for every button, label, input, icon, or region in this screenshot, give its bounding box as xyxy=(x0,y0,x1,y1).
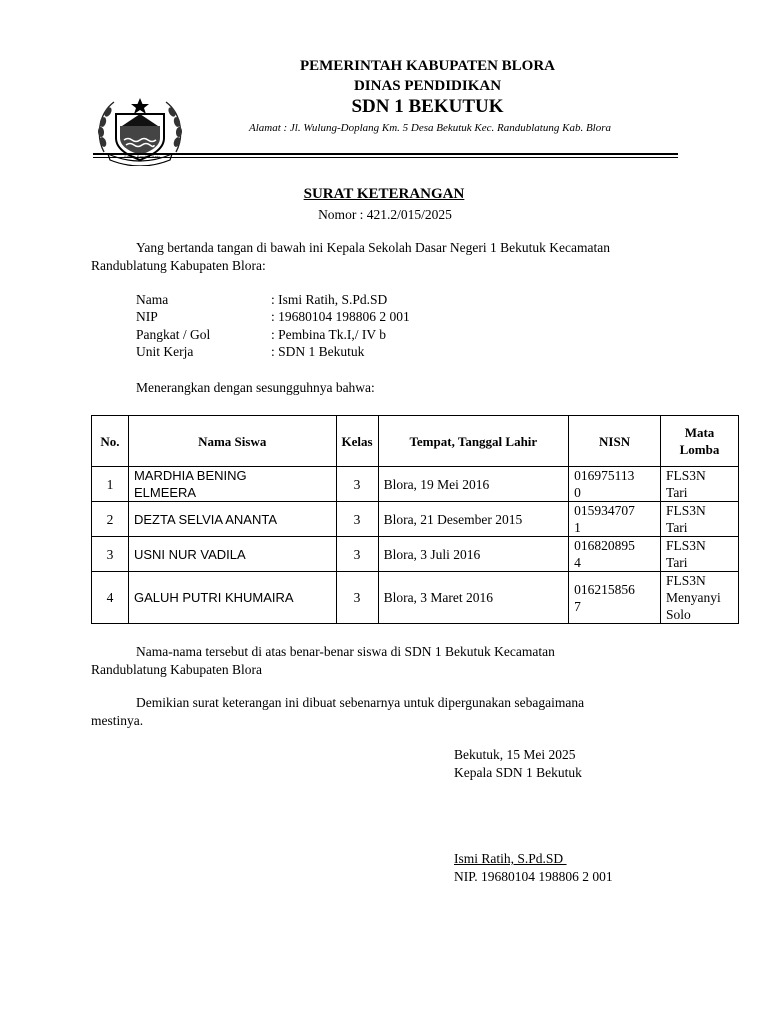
statement-line: Menerangkan dengan sesungguhnya bahwa: xyxy=(136,380,375,395)
cell-event: FLS3N Tari xyxy=(661,537,739,572)
cell-nisn: 016975113 0 xyxy=(569,467,661,502)
cell-name: MARDHIA BENING ELMEERA xyxy=(128,467,336,502)
cell-event: FLS3N Tari xyxy=(661,502,739,537)
column-header-no: No. xyxy=(92,416,129,467)
cell-no: 1 xyxy=(92,467,129,502)
table-header-row xyxy=(92,416,739,467)
cell-name: DEZTA SELVIA ANANTA xyxy=(128,502,336,537)
column-header-birth: Tempat, Tanggal Lahir xyxy=(378,416,569,467)
column-header-name: Nama Siswa xyxy=(128,416,336,467)
cell-birth: Blora, 3 Juli 2016 xyxy=(378,537,569,572)
cell-class: 3 xyxy=(336,502,378,537)
cell-name: USNI NUR VADILA xyxy=(128,537,336,572)
closing-paragraph-2 xyxy=(91,694,681,730)
identity-label-unit: Unit Kerja xyxy=(136,344,194,359)
closing-paragraph-1 xyxy=(91,643,681,679)
table-row xyxy=(92,537,739,572)
column-header-event-line2: Lomba xyxy=(679,442,720,457)
cell-name: GALUH PUTRI KHUMAIRA xyxy=(128,572,336,624)
header-department: DINAS PENDIDIKAN xyxy=(353,78,502,94)
letterhead-divider-thin xyxy=(93,157,678,158)
cell-no: 4 xyxy=(92,572,129,624)
cell-birth: Blora, 21 Desember 2015 xyxy=(378,502,569,537)
header-school-name: SDN 1 BEKUTUK xyxy=(351,96,504,117)
identity-value-rank: : Pembina Tk.I,/ IV b xyxy=(271,327,386,342)
cell-event: FLS3N Tari xyxy=(661,467,739,502)
signature-nip: NIP. 19680104 198806 2 001 xyxy=(454,869,613,884)
emblem-motto: Sabdo Pandita Ratu xyxy=(124,154,160,159)
table-row xyxy=(92,467,739,502)
intro-line-2: Randublatung Kabupaten Blora: xyxy=(91,258,266,273)
intro-line-1: Yang bertanda tangan di bawah ini Kepala Sekolah Dasar Negeri 1 Bekutuk Kecamatan xyxy=(136,240,610,255)
cell-birth: Blora, 3 Maret 2016 xyxy=(378,572,569,624)
table-row xyxy=(92,572,739,624)
cell-event: FLS3N Menyanyi Solo xyxy=(661,572,739,624)
intro-paragraph xyxy=(91,239,681,275)
signature-name: Ismi Ratih, S.Pd.SD xyxy=(454,851,567,866)
signature-position: Kepala SDN 1 Bekutuk xyxy=(454,765,582,780)
table-row xyxy=(92,502,739,537)
letter-number: Nomor : 421.2/015/2025 xyxy=(318,207,452,222)
closing2-line-1: Demikian surat keterangan ini dibuat sebenarnya untuk dipergunakan sebagaimana xyxy=(136,695,585,710)
cell-birth: Blora, 19 Mei 2016 xyxy=(378,467,569,502)
closing2-line-2: mestinya. xyxy=(91,713,144,728)
student-table xyxy=(91,415,739,624)
letter-title: SURAT KETERANGAN xyxy=(303,186,465,202)
column-header-class: Kelas xyxy=(336,416,378,467)
identity-label-rank: Pangkat / Gol xyxy=(136,327,211,342)
signature-place-date: Bekutuk, 15 Mei 2025 xyxy=(454,747,576,762)
identity-value-nip: : 19680104 198806 2 001 xyxy=(271,309,410,324)
cell-nisn: 016215856 7 xyxy=(569,572,661,624)
closing1-line-2: Randublatung Kabupaten Blora xyxy=(91,662,262,677)
letterhead-divider-thick xyxy=(93,153,678,155)
closing1-line-1: Nama-nama tersebut di atas benar-benar siswa di SDN 1 Bekutuk Kecamatan xyxy=(136,644,555,659)
cell-nisn: 015934707 1 xyxy=(569,502,661,537)
cell-class: 3 xyxy=(336,467,378,502)
column-header-nisn: NISN xyxy=(569,416,661,467)
header-government: PEMERINTAH KABUPATEN BLORA xyxy=(299,58,555,74)
column-header-event xyxy=(661,416,739,467)
identity-label-nip: NIP xyxy=(136,309,158,324)
identity-value-name: : Ismi Ratih, S.Pd.SD xyxy=(271,292,388,307)
cell-class: 3 xyxy=(336,572,378,624)
identity-value-unit: : SDN 1 Bekutuk xyxy=(271,344,365,359)
identity-label-name: Nama xyxy=(136,292,169,307)
cell-nisn: 016820895 4 xyxy=(569,537,661,572)
cell-no: 2 xyxy=(92,502,129,537)
column-header-event-line1: Mata xyxy=(684,425,715,440)
cell-class: 3 xyxy=(336,537,378,572)
header-address: Alamat : Jl. Wulung-Doplang Km. 5 Desa Bekutuk Kec. Randublatung Kab. Blora xyxy=(248,122,612,134)
cell-no: 3 xyxy=(92,537,129,572)
